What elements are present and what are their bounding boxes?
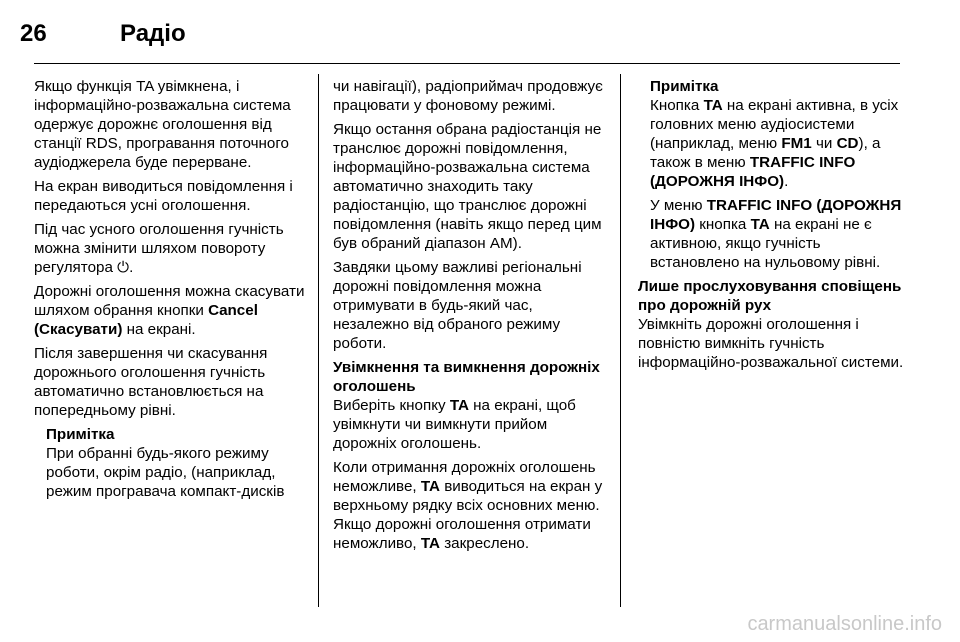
paragraph: Після завершення чи скасування дорожнього оголошення гучність автоматично встановлюється на попередньому рівні. — [34, 345, 268, 419]
note-box — [46, 425, 309, 501]
paragraph: Виберіть кнопку TA на екрані, щоб увімкнути чи вимкнути прийом дорожніх оголошень. — [333, 397, 576, 452]
header-rule — [34, 63, 900, 64]
paragraph: Завдяки цьому важливі регіональні дорожні повідомлення можна отримувати в будь-який час, незалежно від обраного режиму роботи. — [333, 259, 582, 352]
paragraph: На екран виводиться повідомлення і передаються усні оголошення. — [34, 178, 293, 214]
note-title: Примітка — [650, 78, 719, 95]
note-text: Кнопка TA на екрані активна, в усіх головних меню аудіосистеми (наприклад, меню FM1 чи CD), а також в меню TRAFFIC INFO (ДОРОЖНЯ ІНФО). — [650, 97, 899, 190]
paragraph: Увімкніть дорожні оголошення і повністю вимкніть гучність інформаційно-розважальної системи. — [638, 316, 904, 371]
paragraph: чи навігації), радіоприймач продовжує працювати у фоновому режимі. — [333, 78, 603, 114]
page-title: Радіо — [120, 20, 186, 47]
section-heading: Увімкнення та вимкнення дорожніх оголошень — [333, 359, 600, 395]
note-text: У меню TRAFFIC INFO (ДОРОЖНЯ ІНФО) кнопка TA на екрані не є активною, якщо гучність встановлено на нульовому рівні. — [650, 197, 902, 271]
page-number: 26 — [20, 20, 47, 47]
note-title: Примітка — [46, 426, 115, 443]
watermark: carmanualsonline.info — [747, 613, 942, 635]
cancel-button-label: Cancel (Скасувати) — [34, 302, 258, 338]
note-box — [650, 77, 906, 272]
section-heading: Лише прослуховування сповіщень про дорожній рух — [638, 278, 902, 314]
paragraph: Якщо функція TA увімкнена, і інформаційно-розважальна система одержує дорожнє оголошення від станції RDS, програвання поточного аудіоджерела буде перерване. — [34, 78, 291, 171]
column-2 — [333, 77, 608, 558]
column-divider-2 — [620, 74, 621, 607]
note-text: При обранні будь-якого режиму роботи, окрім радіо, (наприклад, режим програвача компакт-дисків — [46, 445, 285, 500]
column-1 — [34, 77, 309, 506]
paragraph: Дорожні оголошення можна скасувати шляхом обрання кнопки Cancel (Скасувати) на екрані. — [34, 283, 305, 338]
column-3 — [638, 77, 906, 377]
paragraph: Коли отримання дорожніх оголошень неможливе, TA виводиться на екран у верхньому рядку всіх основних меню. Якщо дорожні оголошення отримати неможливо, TA закреслено. — [333, 459, 603, 552]
paragraph: Під час усного оголошення гучність можна змінити шляхом повороту регулятора ⏻. — [34, 221, 284, 276]
paragraph: Якщо остання обрана радіостанція не транслює дорожні повідомлення, інформаційно-розважальна система автоматично знаходить таку радіостанцію, що транслює дорожні повідомлення (навіть якщо перед цим був обраний діапазон AM). — [333, 121, 602, 252]
column-divider-1 — [318, 74, 319, 607]
